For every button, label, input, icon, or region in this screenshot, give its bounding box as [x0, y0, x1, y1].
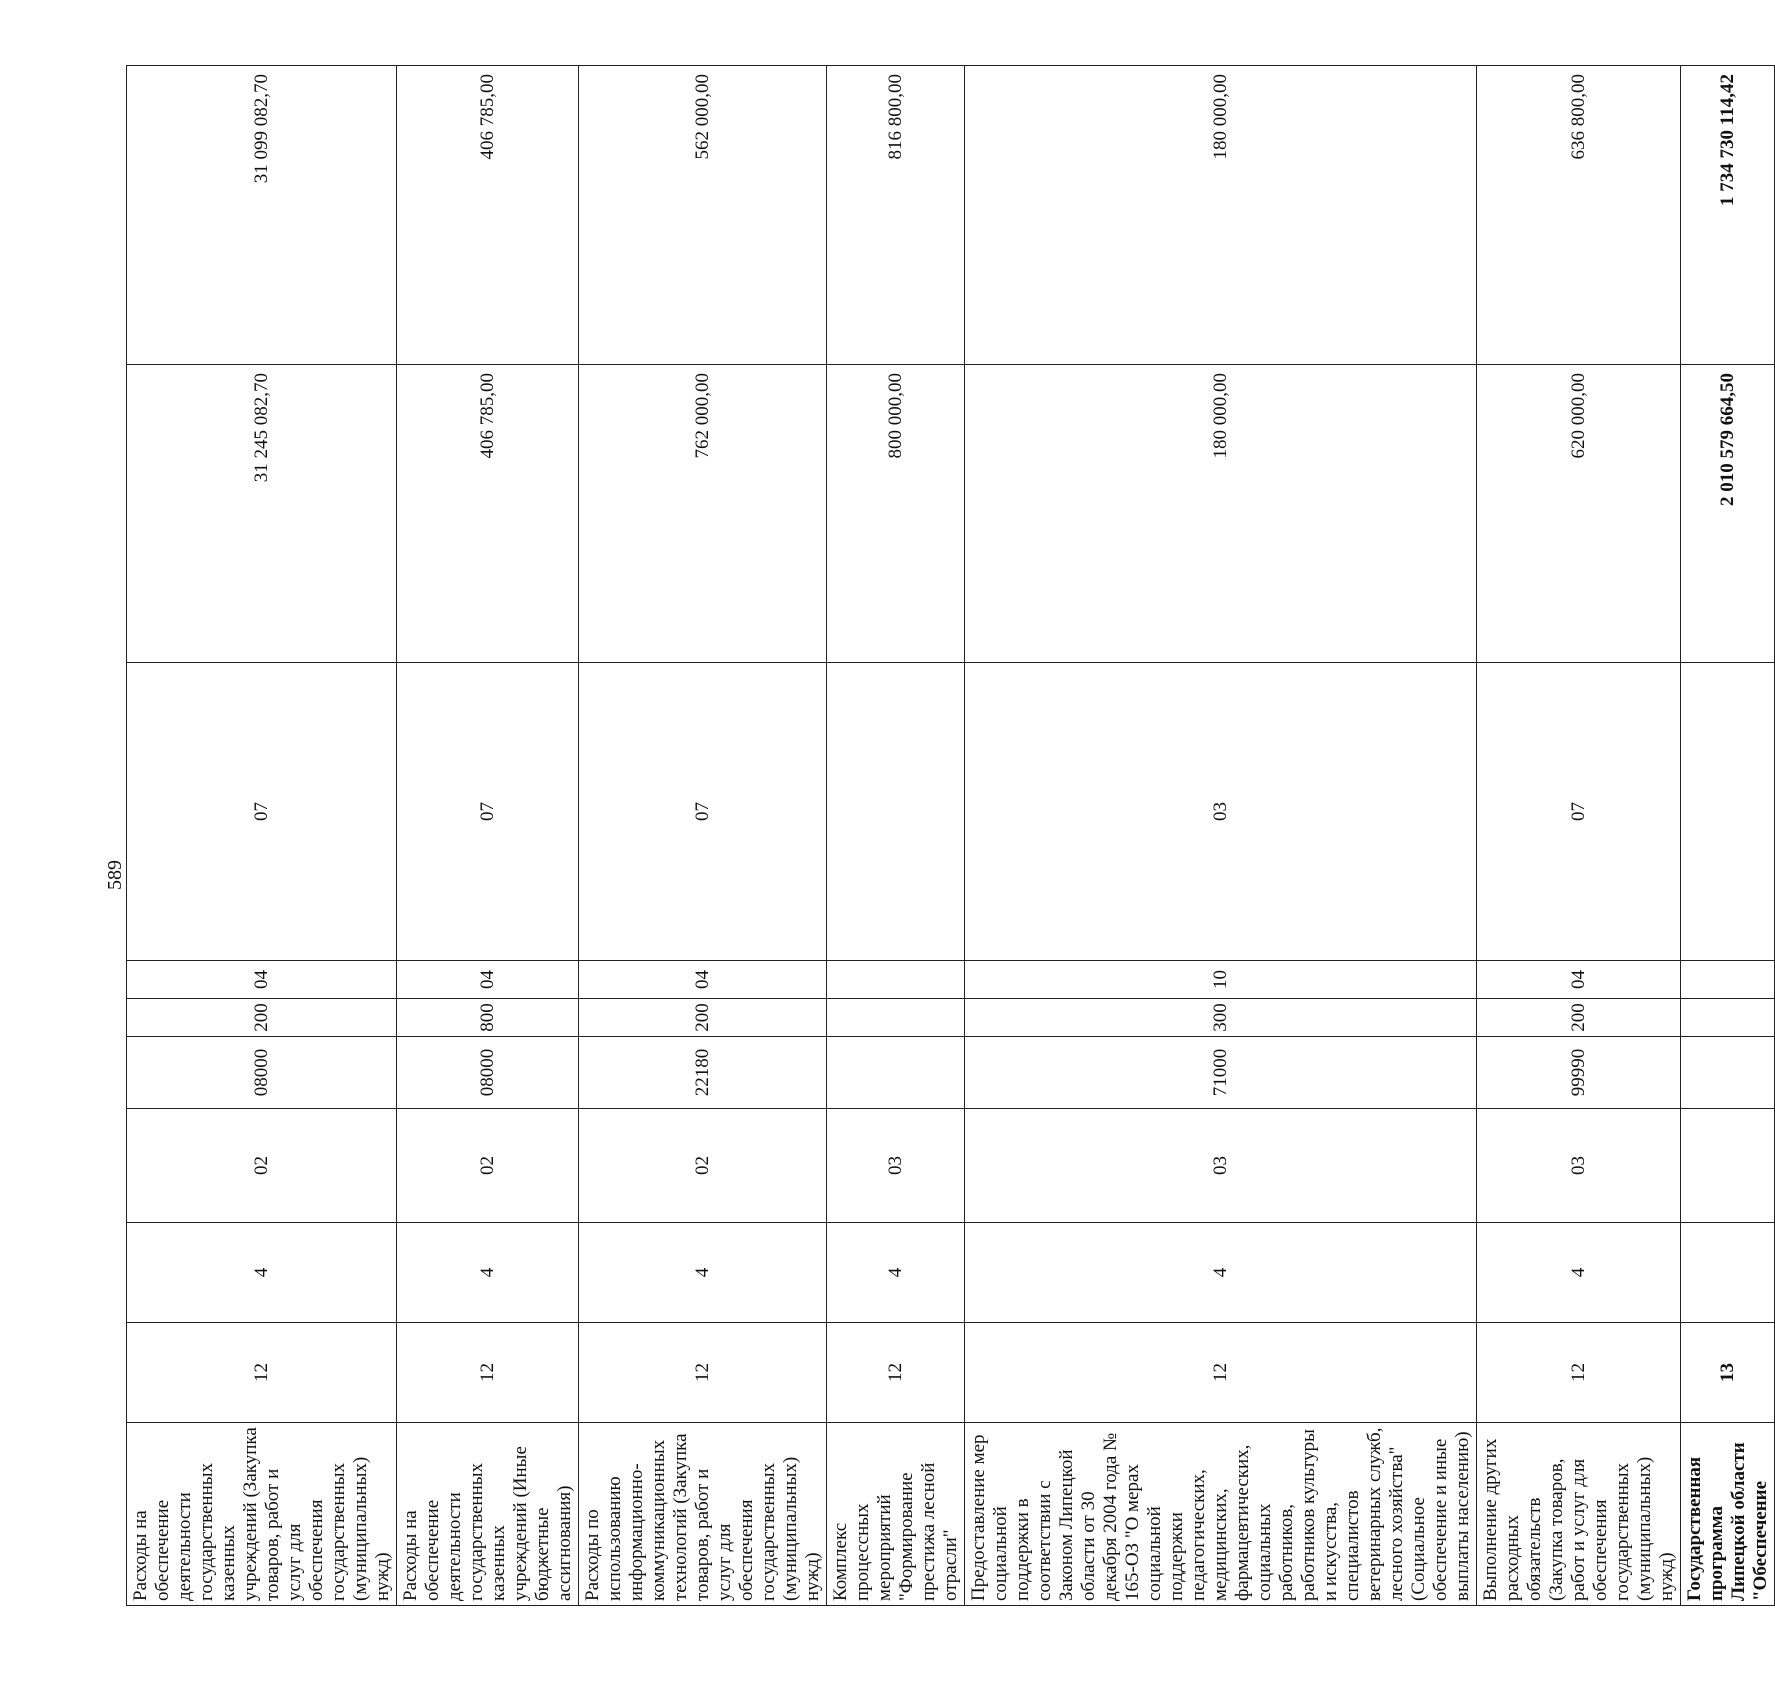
table-cell: 300 — [965, 999, 1477, 1037]
table-cell: 10 — [965, 961, 1477, 999]
amount-cell: 620 000,00 — [1477, 365, 1681, 663]
table-cell — [827, 961, 965, 999]
table-row — [1477, 66, 1681, 1606]
table-cell: 12 — [827, 1323, 965, 1423]
table-cell: 08000 — [127, 1037, 397, 1109]
table-cell: 12 — [397, 1323, 579, 1423]
row-name: Государственная программа Липецкой области "Обеспечение — [1681, 1423, 1775, 1606]
table-cell: 12 — [1477, 1323, 1681, 1423]
row-name: Выполнение других расходных обязательств (Закупка товаров, работ и услуг для обеспечения государственных (муниципальных) нужд) — [1477, 1423, 1681, 1606]
table-cell: 03 — [827, 1109, 965, 1223]
table-cell — [1681, 663, 1775, 961]
table-cell — [1681, 1037, 1775, 1109]
table-cell — [1681, 1223, 1775, 1323]
table-cell: 99990 — [1477, 1037, 1681, 1109]
amount-cell: 31 245 082,70 — [127, 365, 397, 663]
table-cell: 800 — [397, 999, 579, 1037]
amount-cell: 762 000,00 — [579, 365, 827, 663]
amount-cell: 800 000,00 — [827, 365, 965, 663]
table-cell: 07 — [1477, 663, 1681, 961]
table-cell — [827, 1037, 965, 1109]
table-cell: 200 — [579, 999, 827, 1037]
table-cell: 12 — [127, 1323, 397, 1423]
table-cell — [827, 999, 965, 1037]
amount-cell: 1 734 730 114,42 — [1681, 66, 1775, 365]
table-cell: 4 — [127, 1223, 397, 1323]
table-cell: 200 — [127, 999, 397, 1037]
table-cell: 08000 — [397, 1037, 579, 1109]
table-cell: 03 — [1477, 1109, 1681, 1223]
table-row-total — [1681, 66, 1775, 1606]
table-row — [127, 66, 397, 1606]
table-cell: 4 — [397, 1223, 579, 1323]
table-cell: 4 — [965, 1223, 1477, 1323]
table-row — [579, 66, 827, 1606]
amount-cell: 31 099 082,70 — [127, 66, 397, 365]
table-cell: 13 — [1681, 1323, 1775, 1423]
table-cell — [1681, 961, 1775, 999]
row-name: Расходы на обеспечение деятельности государственных казенных учреждений (Закупка товаров, работ и услуг для обеспечения государственных (муниципальных) нужд) — [127, 1423, 397, 1606]
table-cell: 4 — [827, 1223, 965, 1323]
table-cell — [827, 663, 965, 961]
table-cell: 04 — [1477, 961, 1681, 999]
budget-table — [126, 65, 1775, 1606]
amount-cell: 816 800,00 — [827, 66, 965, 365]
table-cell: 12 — [965, 1323, 1477, 1423]
table-cell: 07 — [579, 663, 827, 961]
amount-cell: 406 785,00 — [397, 66, 579, 365]
table-cell: 4 — [579, 1223, 827, 1323]
table-row — [965, 66, 1477, 1606]
amount-cell: 562 000,00 — [579, 66, 827, 365]
table-row — [827, 66, 965, 1606]
table-cell: 03 — [965, 1109, 1477, 1223]
table-cell: 04 — [397, 961, 579, 999]
budget-table-rotated — [126, 66, 1771, 1606]
table-row — [397, 66, 579, 1606]
table-cell: 22180 — [579, 1037, 827, 1109]
table-cell — [1681, 1109, 1775, 1223]
table-cell: 200 — [1477, 999, 1681, 1037]
table-cell: 71000 — [965, 1037, 1477, 1109]
row-name: Расходы на обеспечение деятельности государственных казенных учреждений (Иные бюджетные ассигнования) — [397, 1423, 579, 1606]
table-cell: 12 — [579, 1323, 827, 1423]
table-cell: 4 — [1477, 1223, 1681, 1323]
table-cell: 07 — [127, 663, 397, 961]
table-cell: 04 — [127, 961, 397, 999]
table-cell — [1681, 999, 1775, 1037]
table-cell: 02 — [579, 1109, 827, 1223]
amount-cell: 636 800,00 — [1477, 66, 1681, 365]
table-cell: 02 — [397, 1109, 579, 1223]
amount-cell: 2 010 579 664,50 — [1681, 365, 1775, 663]
row-name: Расходы по использованию информационно-коммуникационных технологий (Закупка товаров, работ и услуг для обеспечения государственных (муниципальных) нужд) — [579, 1423, 827, 1606]
table-cell: 07 — [397, 663, 579, 961]
table-cell: 03 — [965, 663, 1477, 961]
amount-cell: 180 000,00 — [965, 66, 1477, 365]
row-name: Комплекс процессных мероприятий "Формирование престижа лесной отрасли" — [827, 1423, 965, 1606]
amount-cell: 180 000,00 — [965, 365, 1477, 663]
page-number: 589 — [104, 860, 126, 890]
row-name: Предоставление мер социальной поддержки в соответствии с Законом Липецкой области от 30 декабря 2004 года № 165-ОЗ "О мерах социальной поддержки педагогических, медицинских, фармацевтических, социальных работников, работников культуры и искусства, специалистов ветеринарных служб, лесного хозяйства" (Социальное обеспечение и иные выплаты населению) — [965, 1423, 1477, 1606]
table-cell: 02 — [127, 1109, 397, 1223]
table-cell: 04 — [579, 961, 827, 999]
amount-cell: 406 785,00 — [397, 365, 579, 663]
